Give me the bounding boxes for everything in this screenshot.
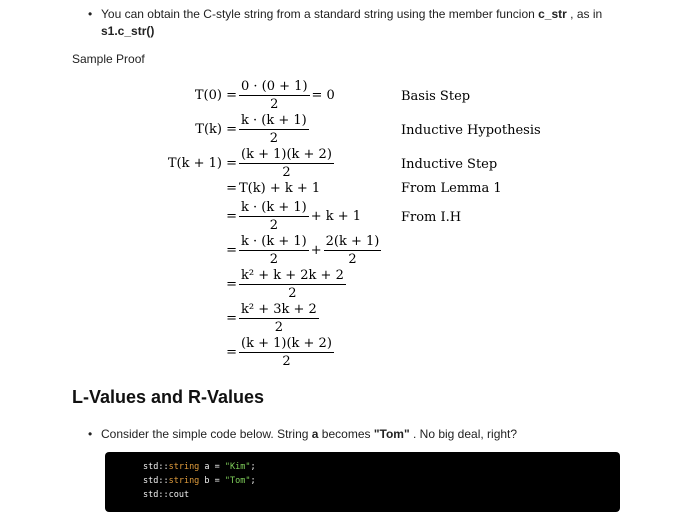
fraction xyxy=(239,234,309,267)
code-namespace: std:: xyxy=(143,462,169,472)
fraction-denominator: 2 xyxy=(269,218,278,233)
fraction-denominator: 2 xyxy=(269,131,278,146)
proof-row xyxy=(150,147,336,180)
proof-tail: + xyxy=(310,243,322,258)
proof-lhs: = xyxy=(226,311,237,326)
code-block[interactable] xyxy=(105,452,620,512)
fraction xyxy=(324,234,382,267)
proof-justification: Inductive Hypothesis xyxy=(401,123,541,138)
bullet-list-bottom xyxy=(101,426,661,443)
fraction-denominator: 2 xyxy=(288,286,297,301)
fraction-numerator: k · (k + 1) xyxy=(241,234,307,249)
fraction-denominator: 2 xyxy=(282,354,291,369)
section-heading: L-Values and R-Values xyxy=(72,387,265,407)
code-namespace: std:: xyxy=(143,476,169,486)
proof-justification: From I.H xyxy=(401,210,462,225)
proof-lhs: = xyxy=(226,209,237,224)
proof-row xyxy=(150,336,336,369)
bullet-text-tail: . No big deal, right? xyxy=(409,427,518,441)
proof-row xyxy=(150,302,321,335)
proof-inline-expr: T(k) + k + 1 xyxy=(239,181,321,196)
fraction xyxy=(239,113,309,146)
code-string: "Kim" xyxy=(224,462,251,472)
proof-lhs: T(k) = xyxy=(195,122,237,137)
code-text: a = xyxy=(199,462,225,472)
proof-tail: + k + 1 xyxy=(310,209,362,224)
bullet-bold-value: "Tom" xyxy=(373,427,410,441)
proof-justification: Inductive Step xyxy=(401,157,498,172)
fraction-numerator: 0 · (0 + 1) xyxy=(241,79,308,94)
bullet-bold-var: a xyxy=(311,427,319,441)
fraction-numerator: (k + 1)(k + 2) xyxy=(241,147,332,162)
code-type: string xyxy=(168,462,200,472)
proof-lhs: = xyxy=(226,243,237,258)
fraction xyxy=(239,79,310,112)
fraction xyxy=(239,268,346,301)
list-item xyxy=(101,426,661,443)
code-string: "Tom" xyxy=(224,476,251,486)
fraction-denominator: 2 xyxy=(348,252,357,267)
code-text: ; xyxy=(250,462,256,472)
list-item xyxy=(101,6,661,40)
bullet-bold-cstr: c_str xyxy=(538,7,567,21)
proof-row xyxy=(150,113,311,146)
fraction-numerator: 2(k + 1) xyxy=(325,234,380,249)
fraction-denominator: 2 xyxy=(282,165,291,180)
proof-row xyxy=(150,234,383,267)
code-text: cout xyxy=(168,490,190,500)
code-text: b = xyxy=(199,476,225,486)
proof-lhs: T(k + 1) = xyxy=(167,156,237,171)
proof-lhs: = xyxy=(226,345,237,360)
proof-justification: From Lemma 1 xyxy=(401,181,502,196)
fraction xyxy=(239,336,334,369)
bullet-text: Consider the simple code below. String xyxy=(101,427,312,441)
bullet-bold-example: s1.c_str() xyxy=(101,24,155,38)
fraction xyxy=(239,302,319,335)
proof-row xyxy=(150,200,361,233)
proof-row xyxy=(150,181,320,196)
fraction xyxy=(239,147,334,180)
fraction-denominator: 2 xyxy=(270,97,279,112)
proof-lhs: = xyxy=(226,277,237,292)
proof-tail: = 0 xyxy=(311,88,335,103)
proof-lhs: = xyxy=(226,181,237,196)
fraction-denominator: 2 xyxy=(269,252,278,267)
fraction-numerator: k² + 3k + 2 xyxy=(241,302,317,317)
fraction-numerator: k · (k + 1) xyxy=(241,200,307,215)
bullet-text-mid: becomes xyxy=(318,427,374,441)
code-text: ; xyxy=(250,476,256,486)
fraction xyxy=(239,200,309,233)
code-line xyxy=(143,462,256,472)
fraction-numerator: (k + 1)(k + 2) xyxy=(241,336,332,351)
proof-row xyxy=(150,79,335,112)
code-line xyxy=(143,490,189,500)
code-line xyxy=(143,476,256,486)
code-namespace: std:: xyxy=(143,490,169,500)
code-type: string xyxy=(168,476,200,486)
bullet-text: You can obtain the C-style string from a standard string using the member funcion xyxy=(101,7,539,21)
proof-lhs: T(0) = xyxy=(194,88,237,103)
bullet-text-mid: , as in xyxy=(566,7,603,21)
proof-justification: Basis Step xyxy=(401,89,471,104)
proof-row xyxy=(150,268,348,301)
bullet-list-top xyxy=(101,6,661,40)
fraction-numerator: k · (k + 1) xyxy=(241,113,307,128)
fraction-denominator: 2 xyxy=(274,320,284,335)
sample-proof-label: Sample Proof xyxy=(72,52,145,66)
fraction-numerator: k² + k + 2k + 2 xyxy=(241,268,344,283)
